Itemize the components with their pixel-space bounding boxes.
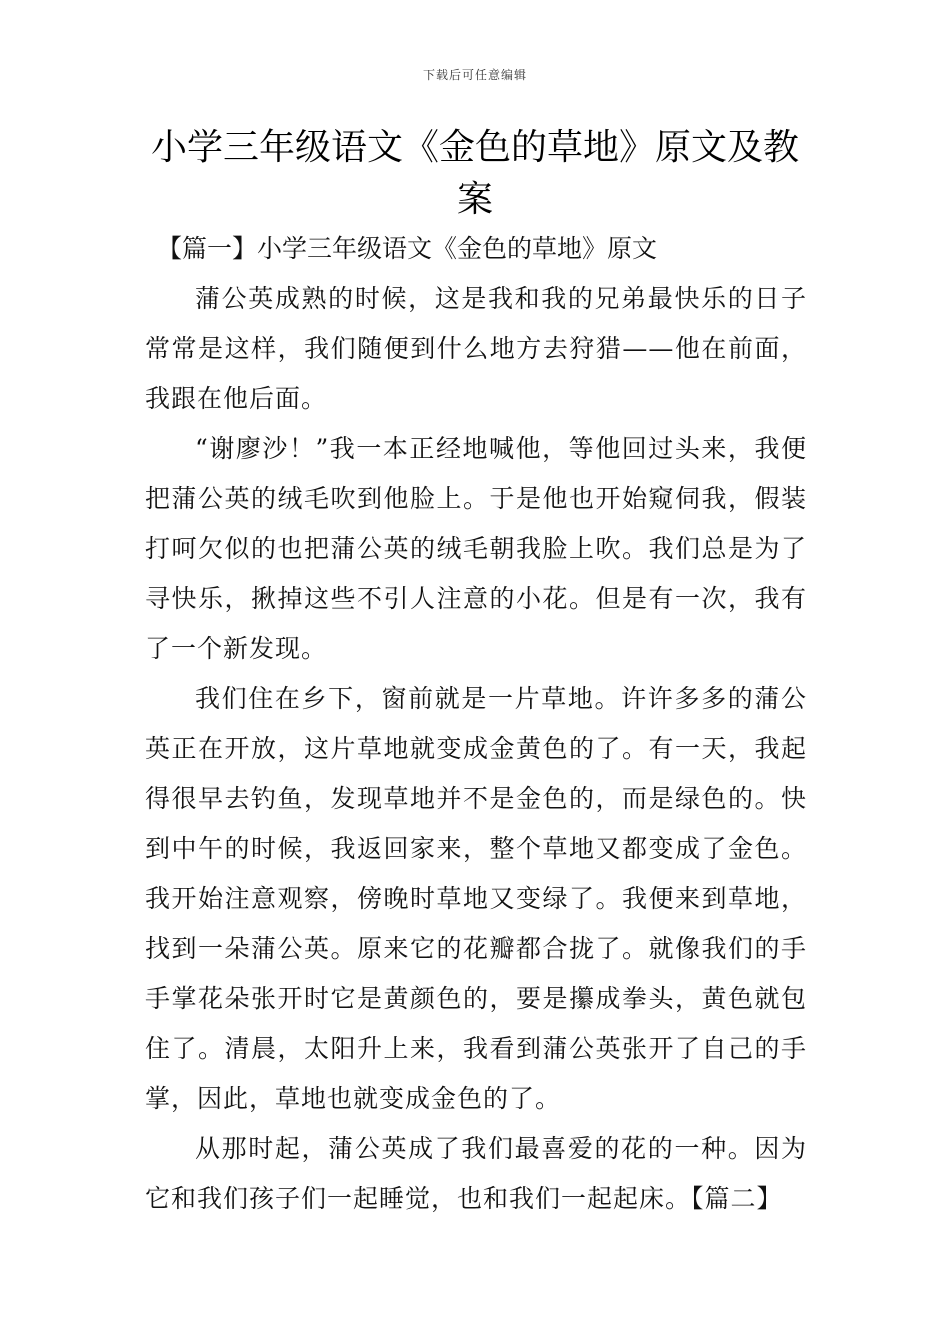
paragraph-1: 蒲公英成熟的时候，这是我和我的兄弟最快乐的日子常常是这样，我们随便到什么地方去狩猎——他在前面，我跟在他后面。: [145, 284, 807, 413]
header-note: 下载后可任意编辑: [422, 68, 527, 82]
section-heading: 【篇一】小学三年级语文《金色的草地》原文: [157, 234, 658, 263]
document-body: [145, 224, 807, 1224]
paragraph-3: 我们住在乡下，窗前就是一片草地。许许多多的蒲公英正在开放，这片草地就变成金黄色的了。有一天，我起得很早去钓鱼，发现草地并不是金色的，而是绿色的。快到中午的时候，我返回家来，整个草地又都变成了金色。我开始注意观察，傍晚时草地又变绿了。我便来到草地，找到一朵蒲公英。原来它的花瓣都合拢了。就像我们的手手掌花朵张开时它是黄颜色的，要是攥成拳头，黄色就包住了。清晨，太阳升上来，我看到蒲公英张开了自己的手掌，因此，草地也就变成金色的了。: [145, 684, 807, 1113]
document-title: 小学三年级语文《金色的草地》原文及教案: [150, 127, 799, 220]
paragraph-4: 从那时起，蒲公英成了我们最喜爱的花的一种。因为它和我们孩子们一起睡觉，也和我们一起起床。【篇二】: [145, 1134, 807, 1213]
paragraph-2: “谢廖沙！”我一本正经地喊他，等他回过头来，我便把蒲公英的绒毛吹到他脸上。于是他也开始窥伺我，假装打呵欠似的也把蒲公英的绒毛朝我脸上吹。我们总是为了寻快乐，揪掉这些不引人注意的小花。但是有一次，我有了一个新发现。: [145, 434, 807, 663]
